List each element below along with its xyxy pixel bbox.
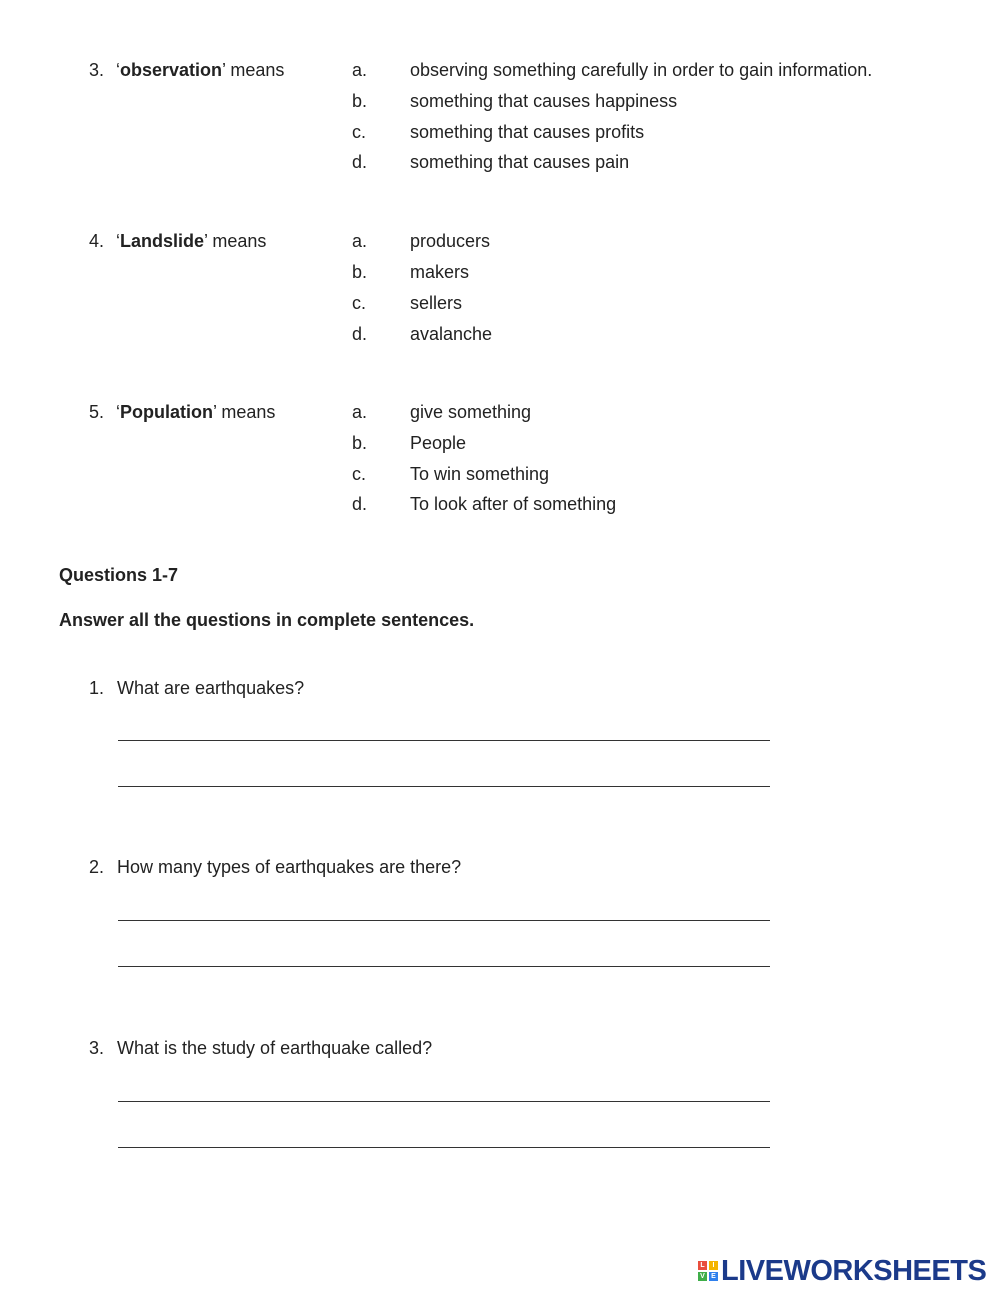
option-letter: d. xyxy=(352,494,368,514)
prompt-suffix: ’ means xyxy=(213,402,276,422)
option-letter: a. xyxy=(352,60,368,80)
option-text: People xyxy=(410,433,467,453)
option-letter: d. xyxy=(352,152,368,172)
prompt-suffix: ’ means xyxy=(204,231,267,251)
item-number: 4. xyxy=(88,231,104,251)
vocab-term: Landslide xyxy=(120,231,205,251)
answer-line[interactable] xyxy=(118,786,770,787)
open-quote: ‘ xyxy=(116,60,120,80)
option-text: To look after of something xyxy=(410,494,617,514)
open-quote: ‘ xyxy=(116,231,120,251)
option-letter: a. xyxy=(352,402,368,422)
option-letter: c. xyxy=(352,464,367,484)
question-text: What is the study of earthquake called? xyxy=(117,1038,433,1058)
option-text: sellers xyxy=(410,293,463,313)
item-prompt xyxy=(116,231,266,252)
logo-text: LIVEWORKSHEETS xyxy=(721,1255,987,1287)
option-letter: b. xyxy=(352,91,368,111)
option-text: something that causes happiness xyxy=(410,91,678,111)
item-prompt xyxy=(116,402,275,423)
option-text: makers xyxy=(410,262,470,282)
option-letter: a. xyxy=(352,231,368,251)
option-text: give something xyxy=(410,402,532,422)
answer-line[interactable] xyxy=(118,966,770,967)
logo-block: V xyxy=(698,1272,707,1281)
option-letter: d. xyxy=(352,324,368,344)
answer-line[interactable] xyxy=(118,740,770,741)
answer-line[interactable] xyxy=(118,1101,770,1102)
option-letter: b. xyxy=(352,433,368,453)
logo-icon xyxy=(698,1261,718,1281)
logo-block: E xyxy=(709,1272,718,1281)
question-number: 1. xyxy=(88,678,104,698)
option-text: something that causes pain xyxy=(410,152,630,172)
option-text: avalanche xyxy=(410,324,493,344)
section-heading: Questions 1-7 xyxy=(59,565,179,585)
vocab-term: Population xyxy=(120,402,213,422)
item-number: 3. xyxy=(88,60,104,80)
option-text: producers xyxy=(410,231,491,251)
option-text: observing something carefully in order to gain information. xyxy=(410,60,873,80)
logo-block: I xyxy=(709,1261,718,1270)
item-number: 5. xyxy=(88,402,104,422)
vocab-term: observation xyxy=(120,60,223,80)
question-text: What are earthquakes? xyxy=(117,678,305,698)
option-letter: c. xyxy=(352,122,367,142)
liveworksheets-logo xyxy=(698,1256,986,1286)
answer-line[interactable] xyxy=(118,920,770,921)
question-text: How many types of earthquakes are there? xyxy=(117,857,462,877)
answer-line[interactable] xyxy=(118,1147,770,1148)
open-quote: ‘ xyxy=(116,402,120,422)
logo-block: L xyxy=(698,1261,707,1270)
option-text: something that causes profits xyxy=(410,122,645,142)
option-text: To win something xyxy=(410,464,550,484)
item-prompt xyxy=(116,60,284,81)
question-number: 3. xyxy=(88,1038,104,1058)
option-letter: b. xyxy=(352,262,368,282)
section-instruction: Answer all the questions in complete sentences. xyxy=(59,610,475,630)
question-number: 2. xyxy=(88,857,104,877)
option-letter: c. xyxy=(352,293,367,313)
prompt-suffix: ’ means xyxy=(222,60,285,80)
